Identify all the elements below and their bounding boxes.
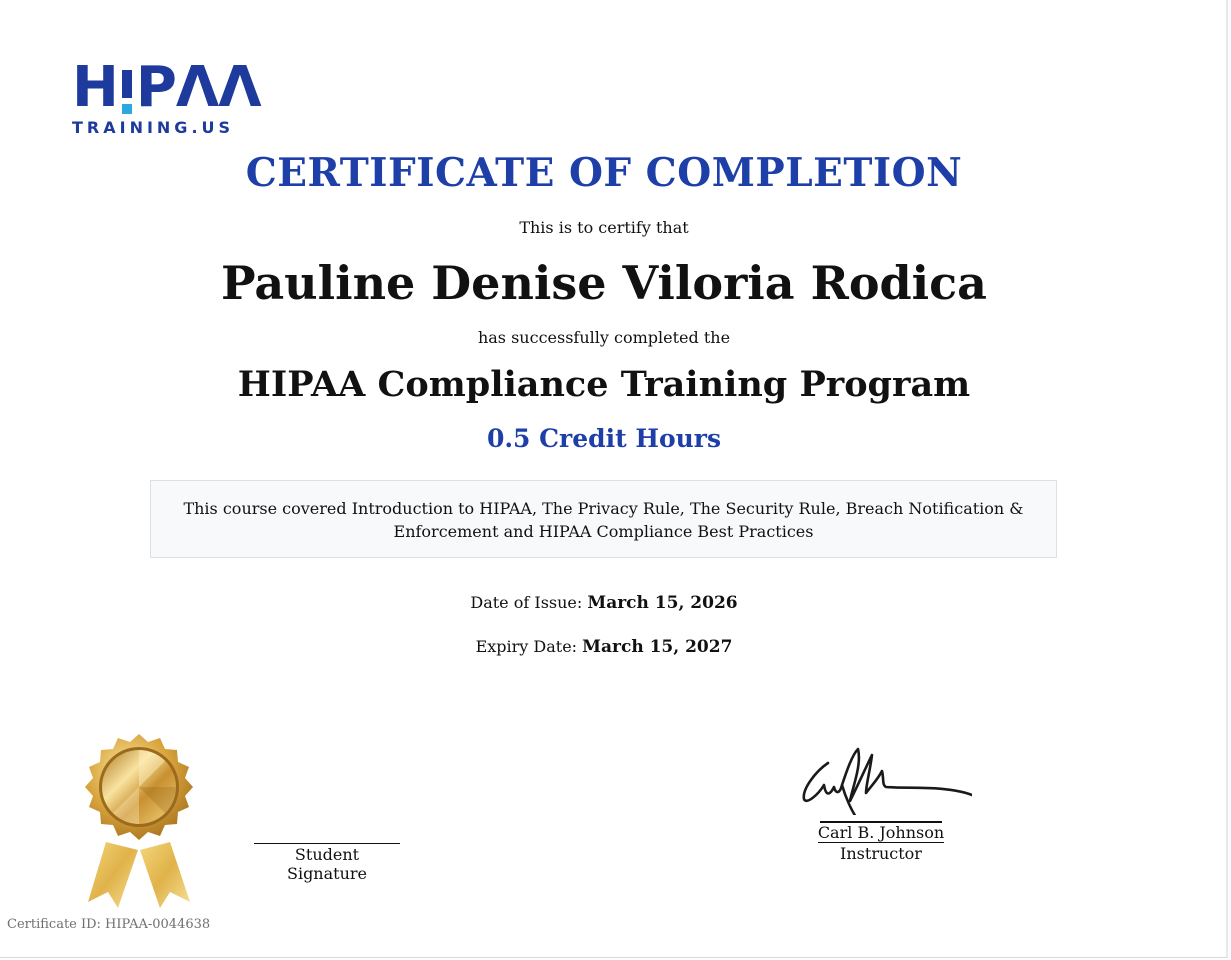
- instructor-role: Instructor: [840, 844, 922, 863]
- logo-exclamation-icon: [120, 70, 134, 114]
- gold-award-seal-icon: [66, 732, 212, 912]
- completed-text: has successfully completed the: [477, 328, 731, 347]
- issue-date-line: [0, 593, 1208, 613]
- issue-date-value: March 15, 2026: [587, 593, 738, 613]
- course-description: This course covered Introduction to HIPAA, The Privacy Rule, The Security Rule, Breach Notification & Enforcement and HIPAA Compliance Best Practices: [183, 499, 1024, 541]
- student-signature-label: Student Signature: [286, 845, 367, 883]
- expiry-date-line: [0, 637, 1208, 657]
- expiry-date-value: March 15, 2027: [582, 637, 733, 657]
- instructor-name: Carl B. Johnson: [817, 823, 945, 842]
- program-name: HIPAA Compliance Training Program: [237, 364, 971, 405]
- credit-hours: 0.5 Credit Hours: [486, 424, 722, 453]
- recipient-name: Pauline Denise Viloria Rodica: [221, 256, 987, 310]
- certify-text: This is to certify that: [519, 218, 689, 237]
- certificate-title: CERTIFICATE OF COMPLETION: [245, 150, 963, 196]
- logo-subtitle: TRAINING.US: [72, 118, 235, 137]
- expiry-date-label: Expiry Date:: [475, 637, 578, 656]
- student-signature-block: [254, 826, 400, 883]
- student-signature-line: [254, 843, 400, 844]
- logo-mark: H PΛΛ: [72, 55, 261, 120]
- certificate-id: Certificate ID: HIPAA-0044638: [7, 917, 211, 932]
- course-description-box: [150, 480, 1057, 558]
- issue-date-label: Date of Issue:: [470, 593, 583, 612]
- hipaa-training-logo: [72, 55, 264, 140]
- instructor-signature-icon: [796, 745, 972, 815]
